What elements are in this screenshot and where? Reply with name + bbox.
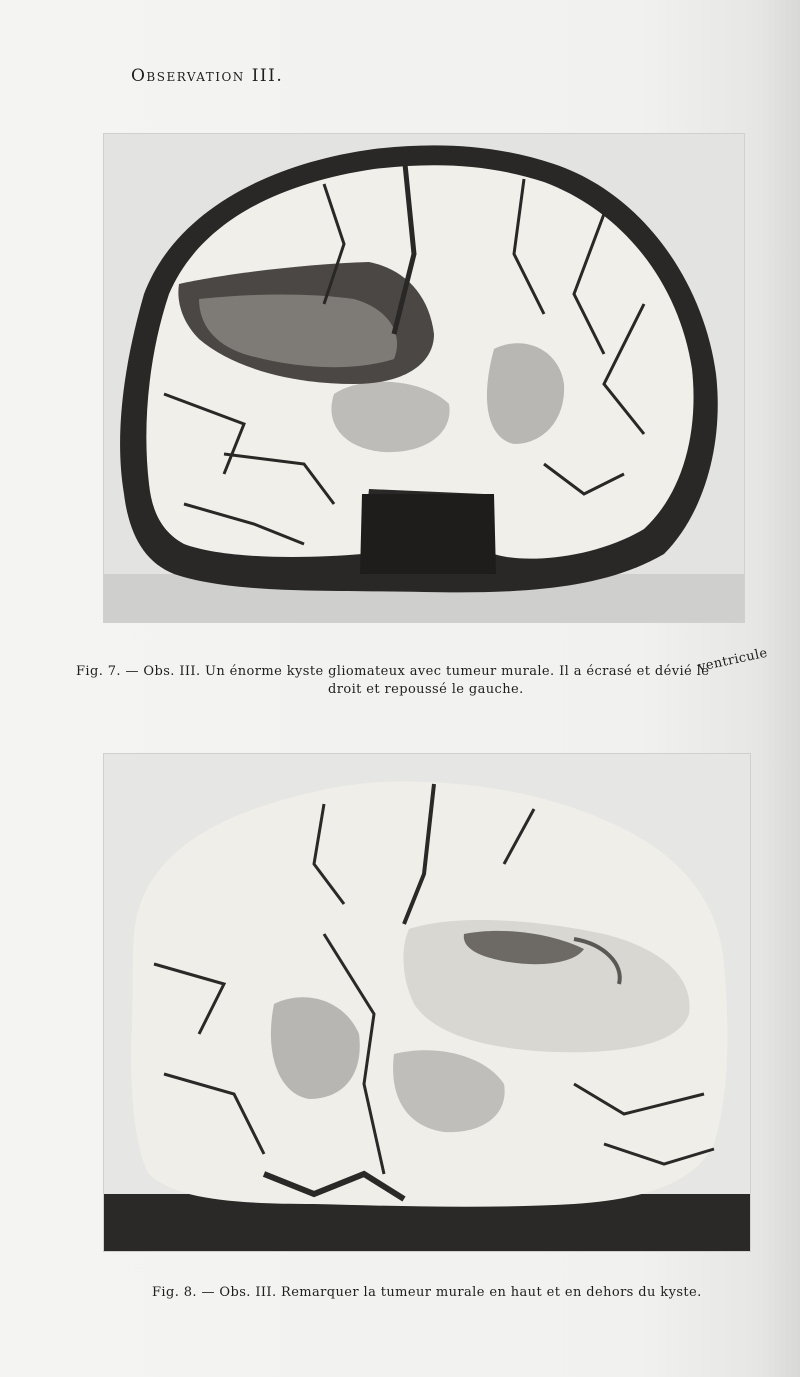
figure-7-caption-tail: ventricule	[696, 645, 769, 675]
figure-8-photo	[103, 753, 751, 1252]
brain-section-photo-1	[104, 134, 744, 622]
brain-section-photo-2	[104, 754, 750, 1251]
page-header: Observation III.	[131, 66, 284, 86]
figure-8-caption: Fig. 8. — Obs. III. Remarquer la tumeur murale en haut et en dehors du kyste.	[152, 1285, 702, 1300]
figure-7-photo	[103, 133, 745, 623]
figure-7-caption-line-2: droit et repoussé le gauche.	[328, 682, 524, 697]
figure-7-caption-line-1: Fig. 7. — Obs. III. Un énorme kyste gliomateux avec tumeur murale. Il a écrasé et dévié le	[76, 664, 710, 679]
